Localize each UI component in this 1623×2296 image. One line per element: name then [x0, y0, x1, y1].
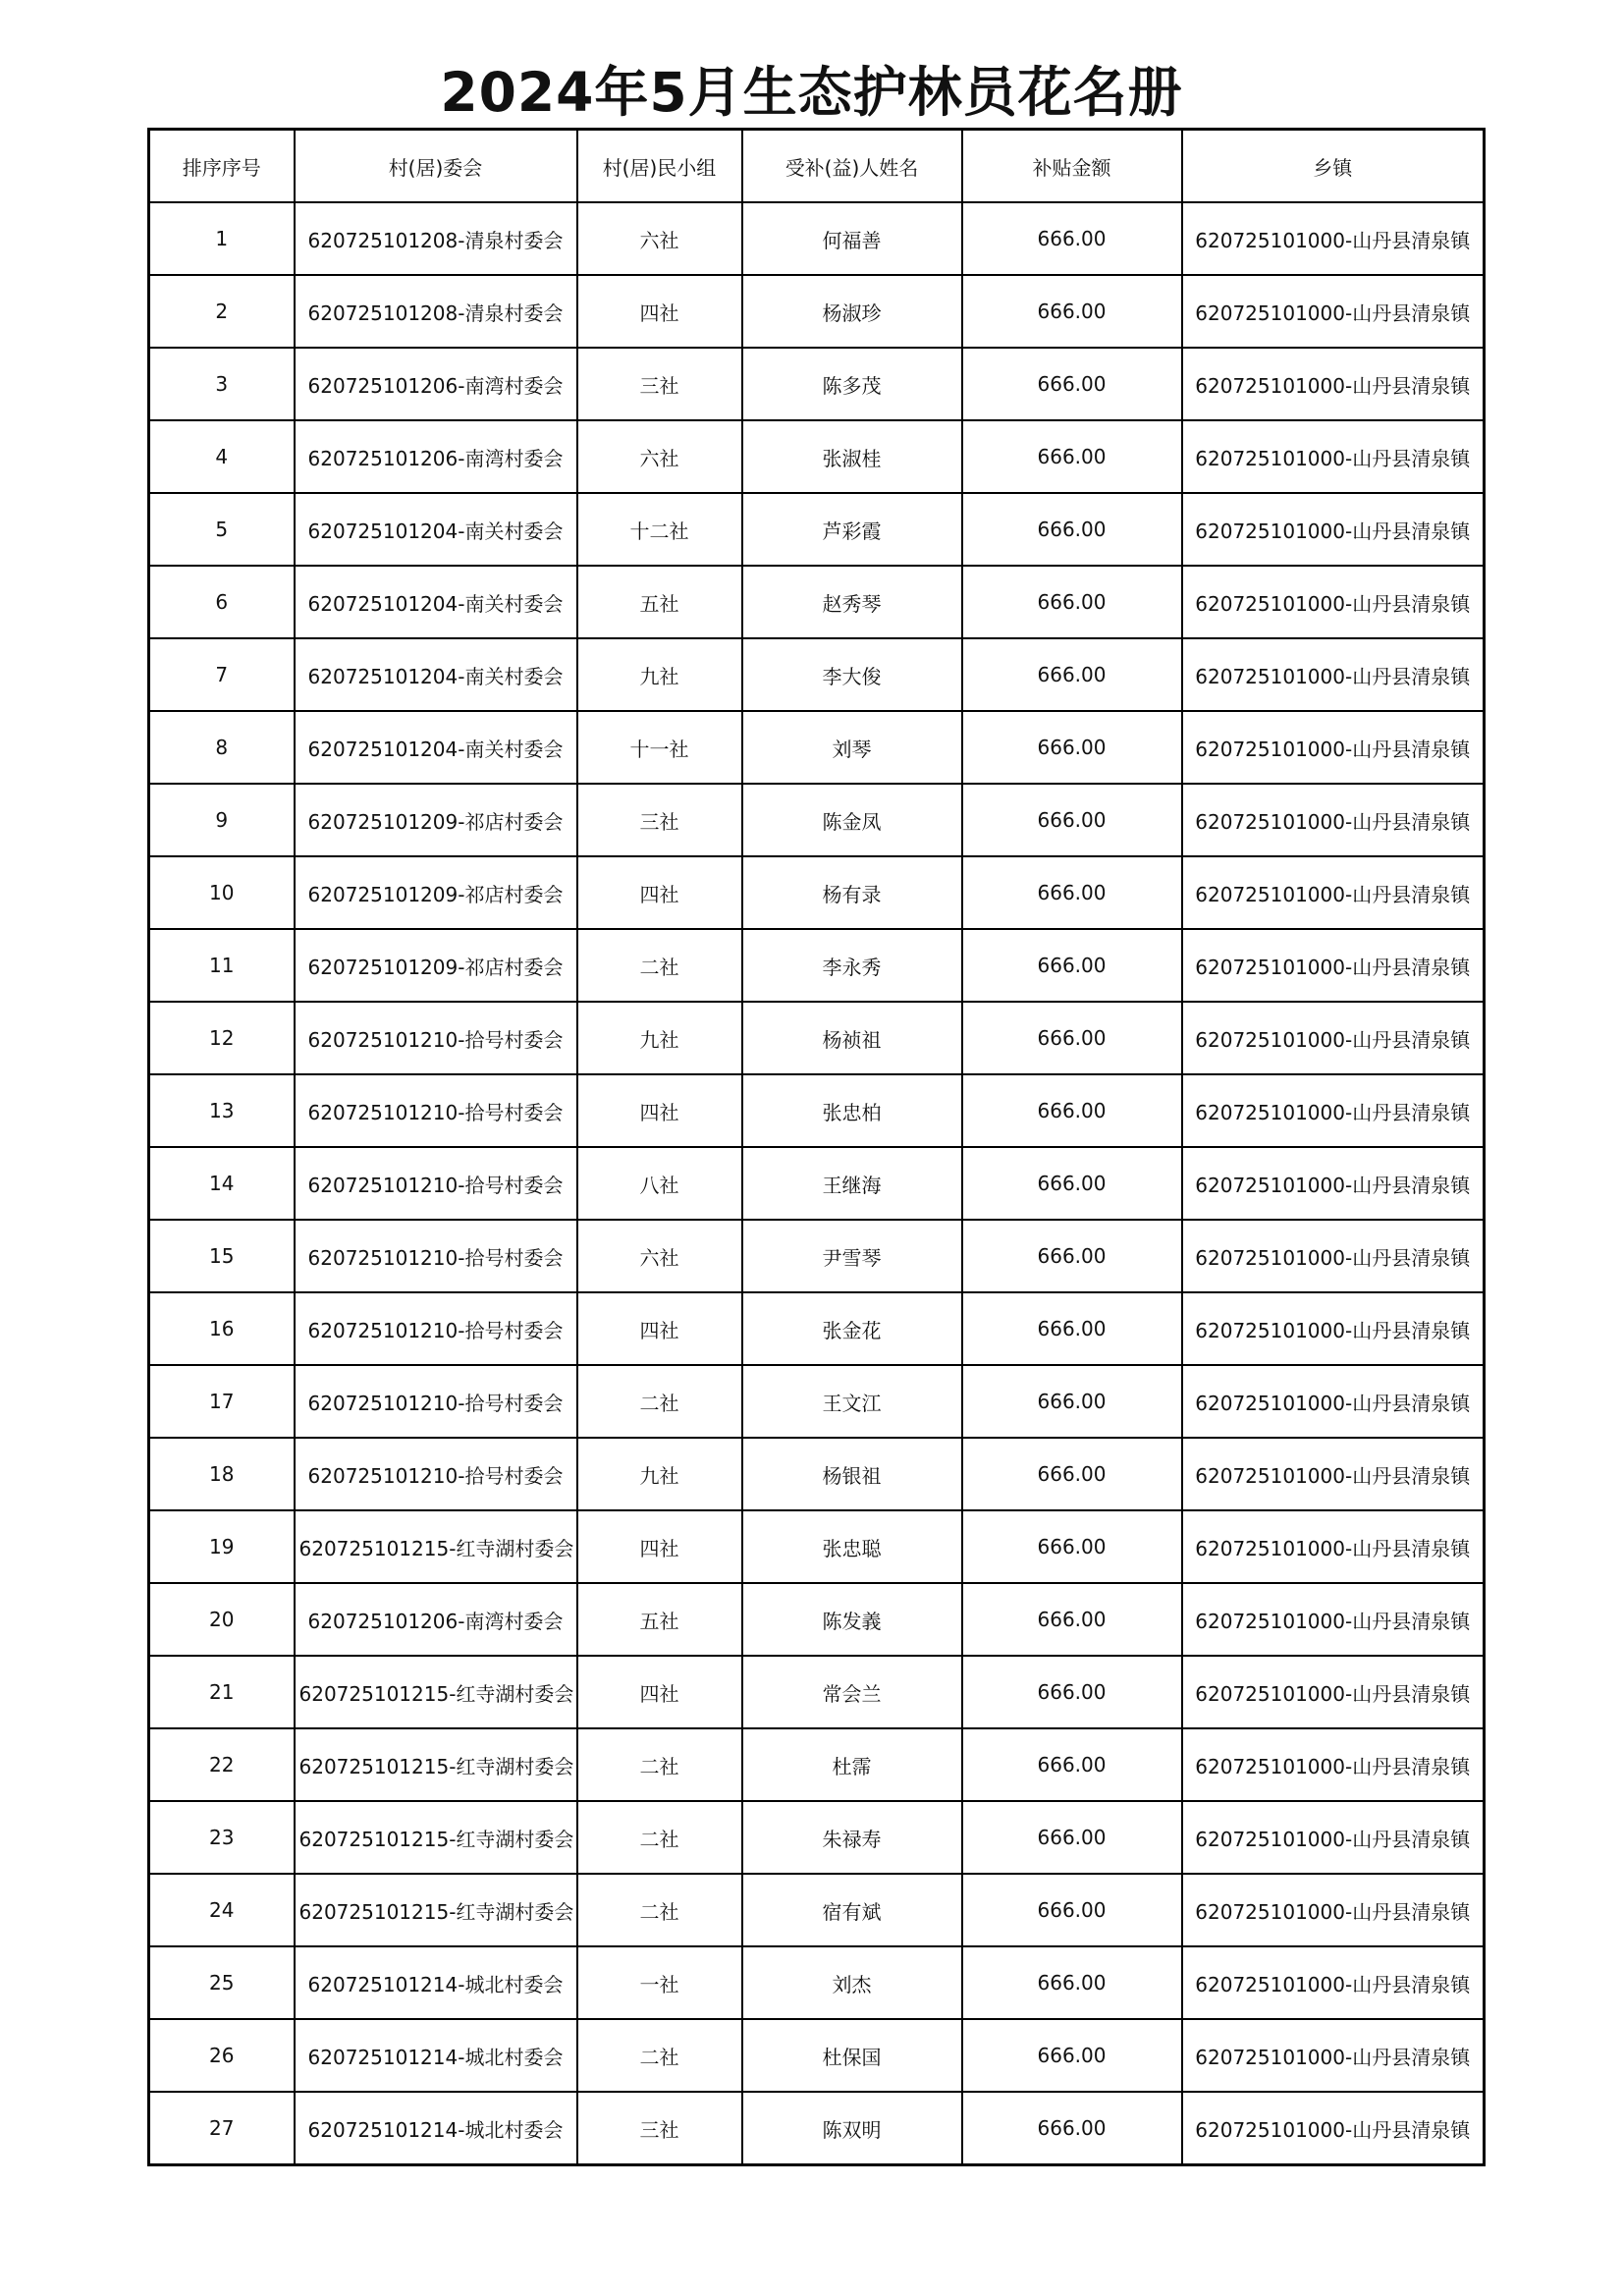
cell-subsidy-amount: 666.00: [962, 1874, 1182, 1946]
cell-village-committee: 620725101210-拾号村委会: [295, 1002, 577, 1074]
cell-village-committee: 620725101215-红寺湖村委会: [295, 1656, 577, 1728]
cell-village-committee: 620725101214-城北村委会: [295, 2092, 577, 2165]
table-row: [149, 2092, 1485, 2165]
header-subsidy-amount: 补贴金额: [962, 130, 1182, 203]
cell-village-group: 二社: [577, 2019, 742, 2092]
table-row: [149, 493, 1485, 566]
cell-village-group: 三社: [577, 348, 742, 420]
cell-village-committee: 620725101204-南关村委会: [295, 638, 577, 711]
table-row: [149, 1147, 1485, 1220]
cell-village-committee: 620725101204-南关村委会: [295, 711, 577, 784]
cell-village-group: 十一社: [577, 711, 742, 784]
cell-village-group: 六社: [577, 202, 742, 275]
table-row: [149, 420, 1485, 493]
cell-village-committee: 620725101210-拾号村委会: [295, 1292, 577, 1365]
cell-village-group: 四社: [577, 275, 742, 348]
cell-subsidy-amount: 666.00: [962, 2092, 1182, 2165]
header-beneficiary-name: 受补(益)人姓名: [742, 130, 962, 203]
table-row: [149, 1074, 1485, 1147]
roster-body: [149, 202, 1485, 2165]
cell-subsidy-amount: 666.00: [962, 784, 1182, 856]
cell-village-committee: 620725101215-红寺湖村委会: [295, 1728, 577, 1801]
cell-township: 620725101000-山丹县清泉镇: [1182, 1220, 1485, 1292]
cell-village-committee: 620725101206-南湾村委会: [295, 420, 577, 493]
cell-subsidy-amount: 666.00: [962, 1801, 1182, 1874]
cell-township: 620725101000-山丹县清泉镇: [1182, 929, 1485, 1002]
cell-beneficiary-name: 张忠聪: [742, 1510, 962, 1583]
cell-township: 620725101000-山丹县清泉镇: [1182, 2019, 1485, 2092]
cell-village-committee: 620725101209-祁店村委会: [295, 856, 577, 929]
cell-village-committee: 620725101210-拾号村委会: [295, 1147, 577, 1220]
table-row: [149, 566, 1485, 638]
roster-table: [147, 128, 1486, 2166]
cell-village-group: 四社: [577, 1656, 742, 1728]
cell-village-committee: 620725101208-清泉村委会: [295, 275, 577, 348]
cell-sequence: 25: [149, 1946, 295, 2019]
cell-sequence: 7: [149, 638, 295, 711]
cell-subsidy-amount: 666.00: [962, 202, 1182, 275]
table-row: [149, 784, 1485, 856]
cell-village-committee: 620725101210-拾号村委会: [295, 1438, 577, 1510]
cell-village-group: 九社: [577, 1438, 742, 1510]
cell-village-group: 一社: [577, 1946, 742, 2019]
table-row: [149, 1220, 1485, 1292]
table-row: [149, 1656, 1485, 1728]
table-row: [149, 711, 1485, 784]
cell-township: 620725101000-山丹县清泉镇: [1182, 1438, 1485, 1510]
cell-township: 620725101000-山丹县清泉镇: [1182, 1801, 1485, 1874]
cell-subsidy-amount: 666.00: [962, 929, 1182, 1002]
cell-village-group: 九社: [577, 1002, 742, 1074]
cell-sequence: 4: [149, 420, 295, 493]
cell-subsidy-amount: 666.00: [962, 1656, 1182, 1728]
cell-village-committee: 620725101208-清泉村委会: [295, 202, 577, 275]
cell-beneficiary-name: 陈多茂: [742, 348, 962, 420]
cell-beneficiary-name: 张忠柏: [742, 1074, 962, 1147]
table-row: [149, 1002, 1485, 1074]
cell-beneficiary-name: 杨银祖: [742, 1438, 962, 1510]
cell-beneficiary-name: 杜霈: [742, 1728, 962, 1801]
cell-village-group: 二社: [577, 1728, 742, 1801]
cell-subsidy-amount: 666.00: [962, 1074, 1182, 1147]
header-village-group: 村(居)民小组: [577, 130, 742, 203]
cell-sequence: 10: [149, 856, 295, 929]
cell-township: 620725101000-山丹县清泉镇: [1182, 420, 1485, 493]
cell-beneficiary-name: 杨祯祖: [742, 1002, 962, 1074]
cell-village-group: 四社: [577, 1074, 742, 1147]
cell-village-group: 四社: [577, 1292, 742, 1365]
cell-beneficiary-name: 杨有录: [742, 856, 962, 929]
cell-village-committee: 620725101204-南关村委会: [295, 566, 577, 638]
cell-beneficiary-name: 常会兰: [742, 1656, 962, 1728]
cell-township: 620725101000-山丹县清泉镇: [1182, 1946, 1485, 2019]
cell-township: 620725101000-山丹县清泉镇: [1182, 638, 1485, 711]
table-row: [149, 1946, 1485, 2019]
table-row: [149, 638, 1485, 711]
table-row: [149, 202, 1485, 275]
cell-village-group: 五社: [577, 566, 742, 638]
cell-village-committee: 620725101215-红寺湖村委会: [295, 1874, 577, 1946]
cell-subsidy-amount: 666.00: [962, 638, 1182, 711]
cell-village-group: 六社: [577, 1220, 742, 1292]
cell-beneficiary-name: 李永秀: [742, 929, 962, 1002]
cell-subsidy-amount: 666.00: [962, 1510, 1182, 1583]
cell-beneficiary-name: 朱禄寿: [742, 1801, 962, 1874]
table-row: [149, 1292, 1485, 1365]
cell-sequence: 5: [149, 493, 295, 566]
cell-township: 620725101000-山丹县清泉镇: [1182, 1656, 1485, 1728]
table-row: [149, 275, 1485, 348]
cell-beneficiary-name: 陈金凤: [742, 784, 962, 856]
cell-sequence: 6: [149, 566, 295, 638]
cell-sequence: 17: [149, 1365, 295, 1438]
cell-beneficiary-name: 李大俊: [742, 638, 962, 711]
cell-village-committee: 620725101214-城北村委会: [295, 2019, 577, 2092]
header-township: 乡镇: [1182, 130, 1485, 203]
cell-village-group: 四社: [577, 1510, 742, 1583]
cell-village-group: 八社: [577, 1147, 742, 1220]
cell-sequence: 19: [149, 1510, 295, 1583]
cell-subsidy-amount: 666.00: [962, 348, 1182, 420]
cell-village-committee: 620725101215-红寺湖村委会: [295, 1510, 577, 1583]
cell-subsidy-amount: 666.00: [962, 1220, 1182, 1292]
cell-subsidy-amount: 666.00: [962, 566, 1182, 638]
cell-township: 620725101000-山丹县清泉镇: [1182, 1874, 1485, 1946]
cell-sequence: 26: [149, 2019, 295, 2092]
cell-township: 620725101000-山丹县清泉镇: [1182, 1147, 1485, 1220]
cell-township: 620725101000-山丹县清泉镇: [1182, 1365, 1485, 1438]
cell-beneficiary-name: 王继海: [742, 1147, 962, 1220]
cell-village-group: 六社: [577, 420, 742, 493]
cell-village-committee: 620725101210-拾号村委会: [295, 1220, 577, 1292]
cell-township: 620725101000-山丹县清泉镇: [1182, 711, 1485, 784]
table-row: [149, 856, 1485, 929]
cell-village-committee: 620725101215-红寺湖村委会: [295, 1801, 577, 1874]
cell-township: 620725101000-山丹县清泉镇: [1182, 348, 1485, 420]
cell-beneficiary-name: 杨淑珍: [742, 275, 962, 348]
cell-township: 620725101000-山丹县清泉镇: [1182, 1074, 1485, 1147]
cell-township: 620725101000-山丹县清泉镇: [1182, 1728, 1485, 1801]
cell-sequence: 12: [149, 1002, 295, 1074]
cell-subsidy-amount: 666.00: [962, 1583, 1182, 1656]
cell-beneficiary-name: 尹雪琴: [742, 1220, 962, 1292]
cell-subsidy-amount: 666.00: [962, 856, 1182, 929]
cell-beneficiary-name: 刘琴: [742, 711, 962, 784]
cell-sequence: 3: [149, 348, 295, 420]
table-row: [149, 1438, 1485, 1510]
cell-village-group: 二社: [577, 1365, 742, 1438]
header-sequence: 排序序号: [149, 130, 295, 203]
cell-village-group: 二社: [577, 1874, 742, 1946]
cell-sequence: 16: [149, 1292, 295, 1365]
cell-sequence: 24: [149, 1874, 295, 1946]
cell-township: 620725101000-山丹县清泉镇: [1182, 784, 1485, 856]
cell-subsidy-amount: 666.00: [962, 493, 1182, 566]
cell-township: 620725101000-山丹县清泉镇: [1182, 1002, 1485, 1074]
cell-village-group: 十二社: [577, 493, 742, 566]
cell-beneficiary-name: 芦彩霞: [742, 493, 962, 566]
cell-village-committee: 620725101209-祁店村委会: [295, 929, 577, 1002]
cell-township: 620725101000-山丹县清泉镇: [1182, 1510, 1485, 1583]
cell-township: 620725101000-山丹县清泉镇: [1182, 1292, 1485, 1365]
cell-subsidy-amount: 666.00: [962, 1728, 1182, 1801]
cell-sequence: 8: [149, 711, 295, 784]
cell-village-committee: 620725101206-南湾村委会: [295, 1583, 577, 1656]
cell-village-group: 二社: [577, 929, 742, 1002]
cell-subsidy-amount: 666.00: [962, 1147, 1182, 1220]
cell-subsidy-amount: 666.00: [962, 1946, 1182, 2019]
cell-sequence: 9: [149, 784, 295, 856]
cell-beneficiary-name: 杜保国: [742, 2019, 962, 2092]
page-title: 2024年5月生态护林员花名册: [440, 61, 1183, 124]
header-village-committee: 村(居)委会: [295, 130, 577, 203]
cell-sequence: 1: [149, 202, 295, 275]
cell-beneficiary-name: 赵秀琴: [742, 566, 962, 638]
cell-village-committee: 620725101214-城北村委会: [295, 1946, 577, 2019]
table-row: [149, 1874, 1485, 1946]
cell-subsidy-amount: 666.00: [962, 2019, 1182, 2092]
cell-sequence: 20: [149, 1583, 295, 1656]
cell-sequence: 11: [149, 929, 295, 1002]
cell-sequence: 21: [149, 1656, 295, 1728]
cell-sequence: 13: [149, 1074, 295, 1147]
table-row: [149, 1365, 1485, 1438]
cell-township: 620725101000-山丹县清泉镇: [1182, 1583, 1485, 1656]
table-row: [149, 929, 1485, 1002]
table-row: [149, 1510, 1485, 1583]
cell-township: 620725101000-山丹县清泉镇: [1182, 275, 1485, 348]
cell-township: 620725101000-山丹县清泉镇: [1182, 493, 1485, 566]
cell-subsidy-amount: 666.00: [962, 1002, 1182, 1074]
cell-beneficiary-name: 张金花: [742, 1292, 962, 1365]
cell-village-group: 三社: [577, 2092, 742, 2165]
cell-township: 620725101000-山丹县清泉镇: [1182, 202, 1485, 275]
cell-beneficiary-name: 宿有斌: [742, 1874, 962, 1946]
cell-subsidy-amount: 666.00: [962, 1292, 1182, 1365]
cell-village-group: 五社: [577, 1583, 742, 1656]
table-row: [149, 348, 1485, 420]
table-row: [149, 1583, 1485, 1656]
cell-village-committee: 620725101210-拾号村委会: [295, 1365, 577, 1438]
cell-township: 620725101000-山丹县清泉镇: [1182, 2092, 1485, 2165]
cell-sequence: 27: [149, 2092, 295, 2165]
cell-sequence: 22: [149, 1728, 295, 1801]
cell-village-group: 三社: [577, 784, 742, 856]
cell-subsidy-amount: 666.00: [962, 420, 1182, 493]
cell-township: 620725101000-山丹县清泉镇: [1182, 566, 1485, 638]
cell-beneficiary-name: 张淑桂: [742, 420, 962, 493]
cell-village-committee: 620725101206-南湾村委会: [295, 348, 577, 420]
table-row: [149, 1801, 1485, 1874]
cell-subsidy-amount: 666.00: [962, 1438, 1182, 1510]
cell-village-group: 九社: [577, 638, 742, 711]
cell-subsidy-amount: 666.00: [962, 275, 1182, 348]
cell-sequence: 2: [149, 275, 295, 348]
cell-beneficiary-name: 刘杰: [742, 1946, 962, 2019]
cell-sequence: 18: [149, 1438, 295, 1510]
cell-subsidy-amount: 666.00: [962, 711, 1182, 784]
cell-township: 620725101000-山丹县清泉镇: [1182, 856, 1485, 929]
cell-village-group: 四社: [577, 856, 742, 929]
cell-sequence: 15: [149, 1220, 295, 1292]
cell-beneficiary-name: 王文江: [742, 1365, 962, 1438]
table-row: [149, 1728, 1485, 1801]
cell-beneficiary-name: 陈发義: [742, 1583, 962, 1656]
table-row: [149, 2019, 1485, 2092]
cell-village-committee: 620725101204-南关村委会: [295, 493, 577, 566]
cell-subsidy-amount: 666.00: [962, 1365, 1182, 1438]
cell-village-group: 二社: [577, 1801, 742, 1874]
cell-beneficiary-name: 何福善: [742, 202, 962, 275]
cell-sequence: 14: [149, 1147, 295, 1220]
cell-village-committee: 620725101210-拾号村委会: [295, 1074, 577, 1147]
cell-sequence: 23: [149, 1801, 295, 1874]
cell-village-committee: 620725101209-祁店村委会: [295, 784, 577, 856]
cell-beneficiary-name: 陈双明: [742, 2092, 962, 2165]
table-header-row: [149, 130, 1485, 203]
